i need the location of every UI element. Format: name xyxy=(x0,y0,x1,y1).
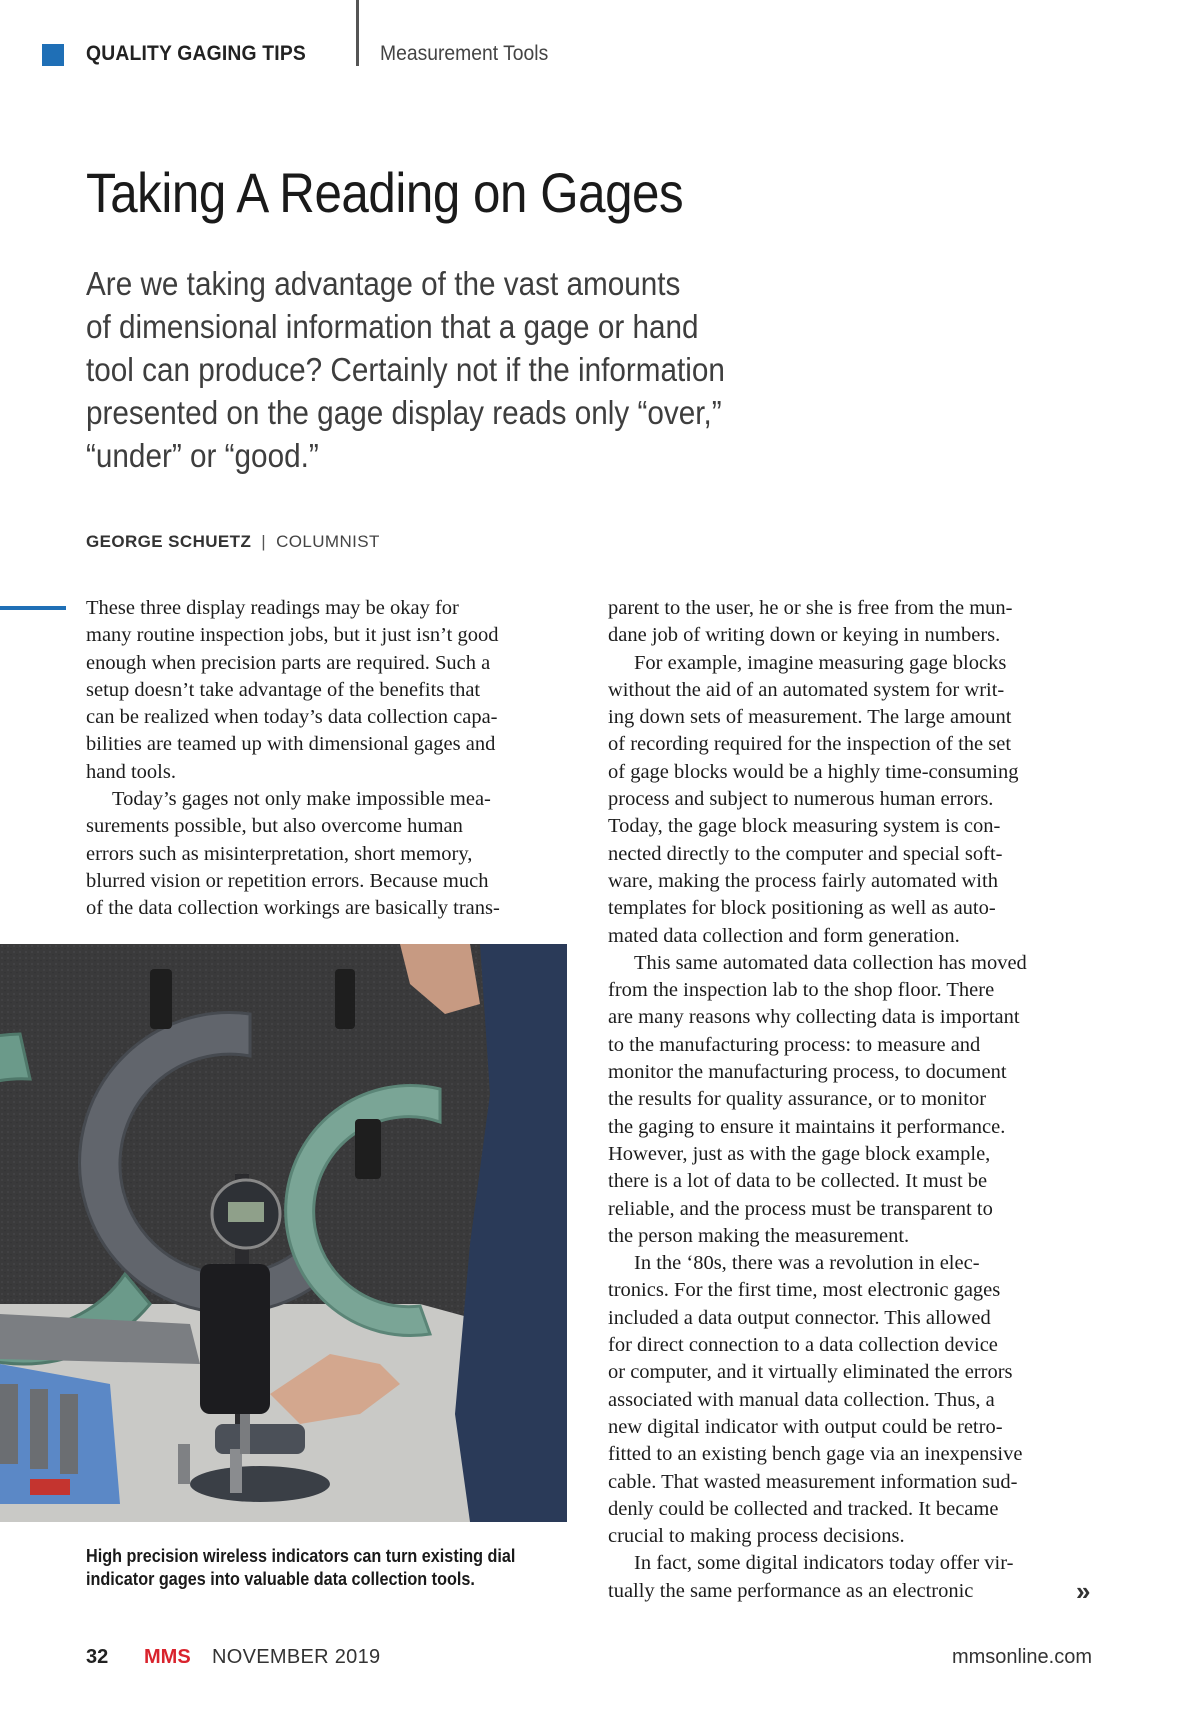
body-line: are many reasons why collecting data is important xyxy=(608,1006,1020,1029)
body-line: to the manufacturing process: to measure and xyxy=(608,1033,981,1056)
website-link[interactable]: mmsonline.com xyxy=(951,1646,1092,1668)
author-name: GEORGE SCHUETZ xyxy=(86,532,252,551)
double-chevron-right-icon: » xyxy=(1076,1576,1091,1606)
body-line: reliable, and the process must be transparent to xyxy=(608,1197,993,1220)
body-line: fitted to an existing bench gage via an inexpensive xyxy=(608,1443,1023,1466)
body-line: new digital indicator with output could be retro- xyxy=(608,1415,1003,1438)
body-line: Today’s gages not only make impossible mea- xyxy=(112,788,491,811)
body-line: tually the same performance as an electronic xyxy=(608,1579,974,1602)
body-line: hand tools. xyxy=(86,760,176,783)
body-line: crucial to making process decisions. xyxy=(608,1525,905,1548)
body-line: However, just as with the gage block example, xyxy=(608,1142,991,1165)
deck-line: of dimensional information that a gage or hand xyxy=(86,308,699,345)
body-line: the gaging to ensure it maintains it performance. xyxy=(608,1115,1006,1138)
body-line: ing down sets of measurement. The large amount xyxy=(608,706,1012,729)
body-line: In the ‘80s, there was a revolution in elec- xyxy=(634,1252,980,1275)
body-line: mated data collection and form generation. xyxy=(608,924,960,947)
body-line: Today, the gage block measuring system is con- xyxy=(608,815,1001,838)
body-line: tronics. For the first time, most electronic gages xyxy=(608,1279,1001,1302)
article-photo xyxy=(0,944,567,1522)
body-line: included a data output connector. This allowed xyxy=(608,1306,991,1329)
publication-name: MMS xyxy=(144,1646,191,1668)
body-line: blurred vision or repetition errors. Because much xyxy=(86,869,489,892)
issue-date: NOVEMBER 2019 xyxy=(212,1646,381,1668)
body-line: For example, imagine measuring gage blocks xyxy=(634,651,1007,674)
section-header xyxy=(42,38,742,70)
body-line: parent to the user, he or she is free from the mun- xyxy=(608,597,1013,619)
body-line: can be realized when today’s data collection capa- xyxy=(86,706,498,729)
body-line: dane job of writing down or keying in numbers. xyxy=(608,624,1001,647)
topic-label: Measurement Tools xyxy=(380,42,549,65)
body-line: many routine inspection jobs, but it just isn’t good xyxy=(86,624,499,647)
body-line: This same automated data collection has moved xyxy=(634,951,1027,974)
body-line: cable. That wasted measurement information sud- xyxy=(608,1470,1018,1493)
byline-separator: | xyxy=(261,532,267,551)
section-label: QUALITY GAGING TIPS xyxy=(86,42,306,65)
body-line: for direct connection to a data collection device xyxy=(608,1334,998,1357)
body-line: process and subject to numerous human errors. xyxy=(608,788,994,811)
body-line: of recording required for the inspection of the set xyxy=(608,733,1012,756)
deck-line: tool can produce? Certainly not if the information xyxy=(86,351,725,388)
body-line: of gage blocks would be a highly time-consuming xyxy=(608,760,1019,783)
body-line: surements possible, but also overcome human xyxy=(86,815,463,838)
body-line: nected directly to the computer and special soft- xyxy=(608,842,1003,865)
author-role: COLUMNIST xyxy=(276,532,380,551)
body-line: In fact, some digital indicators today offer vir- xyxy=(634,1552,1014,1575)
body-line: monitor the manufacturing process, to document xyxy=(608,1061,1007,1084)
caption-line: High precision wireless indicators can turn existing dial xyxy=(86,1546,516,1566)
deck-line: Are we taking advantage of the vast amounts xyxy=(86,265,681,302)
body-line: These three display readings may be okay for xyxy=(86,597,459,619)
deck-line: “under” or “good.” xyxy=(86,437,319,474)
page-footer xyxy=(86,1646,1092,1674)
body-line: errors such as misinterpretation, short memory, xyxy=(86,842,473,865)
body-line: templates for block positioning as well as auto- xyxy=(608,897,996,920)
body-line: the results for quality assurance, or to monitor xyxy=(608,1088,987,1111)
body-line: denly could be collected and tracked. It became xyxy=(608,1497,999,1520)
body-line: setup doesn’t take advantage of the benefits that xyxy=(86,678,481,701)
accent-rule xyxy=(0,606,66,610)
section-marker-square xyxy=(42,44,64,66)
page-number: 32 xyxy=(86,1646,109,1668)
header-divider xyxy=(356,0,359,66)
body-line: the person making the measurement. xyxy=(608,1224,910,1247)
body-line: without the aid of an automated system for writ- xyxy=(608,678,1005,701)
body-line: associated with manual data collection. Thus, a xyxy=(608,1388,995,1411)
body-line: there is a lot of data to be collected. It must be xyxy=(608,1170,988,1193)
body-line: of the data collection workings are basically trans- xyxy=(86,897,500,920)
photo-caption xyxy=(86,1545,586,1591)
article-deck xyxy=(86,262,846,477)
deck-line: presented on the gage display reads only “over,” xyxy=(86,394,722,431)
body-column-right xyxy=(608,595,1098,1605)
caption-line: indicator gages into valuable data collection tools. xyxy=(86,1569,475,1589)
byline xyxy=(86,532,380,552)
body-line: from the inspection lab to the shop floor. There xyxy=(608,979,995,1002)
body-line: bilities are teamed up with dimensional gages and xyxy=(86,733,496,756)
body-line: or computer, and it virtually eliminated the errors xyxy=(608,1361,1013,1384)
body-line: ware, making the process fairly automated with xyxy=(608,869,998,892)
body-line: enough when precision parts are required. Such a xyxy=(86,651,491,674)
body-column-left xyxy=(86,595,566,923)
article-title: Taking A Reading on Gages xyxy=(86,161,684,224)
